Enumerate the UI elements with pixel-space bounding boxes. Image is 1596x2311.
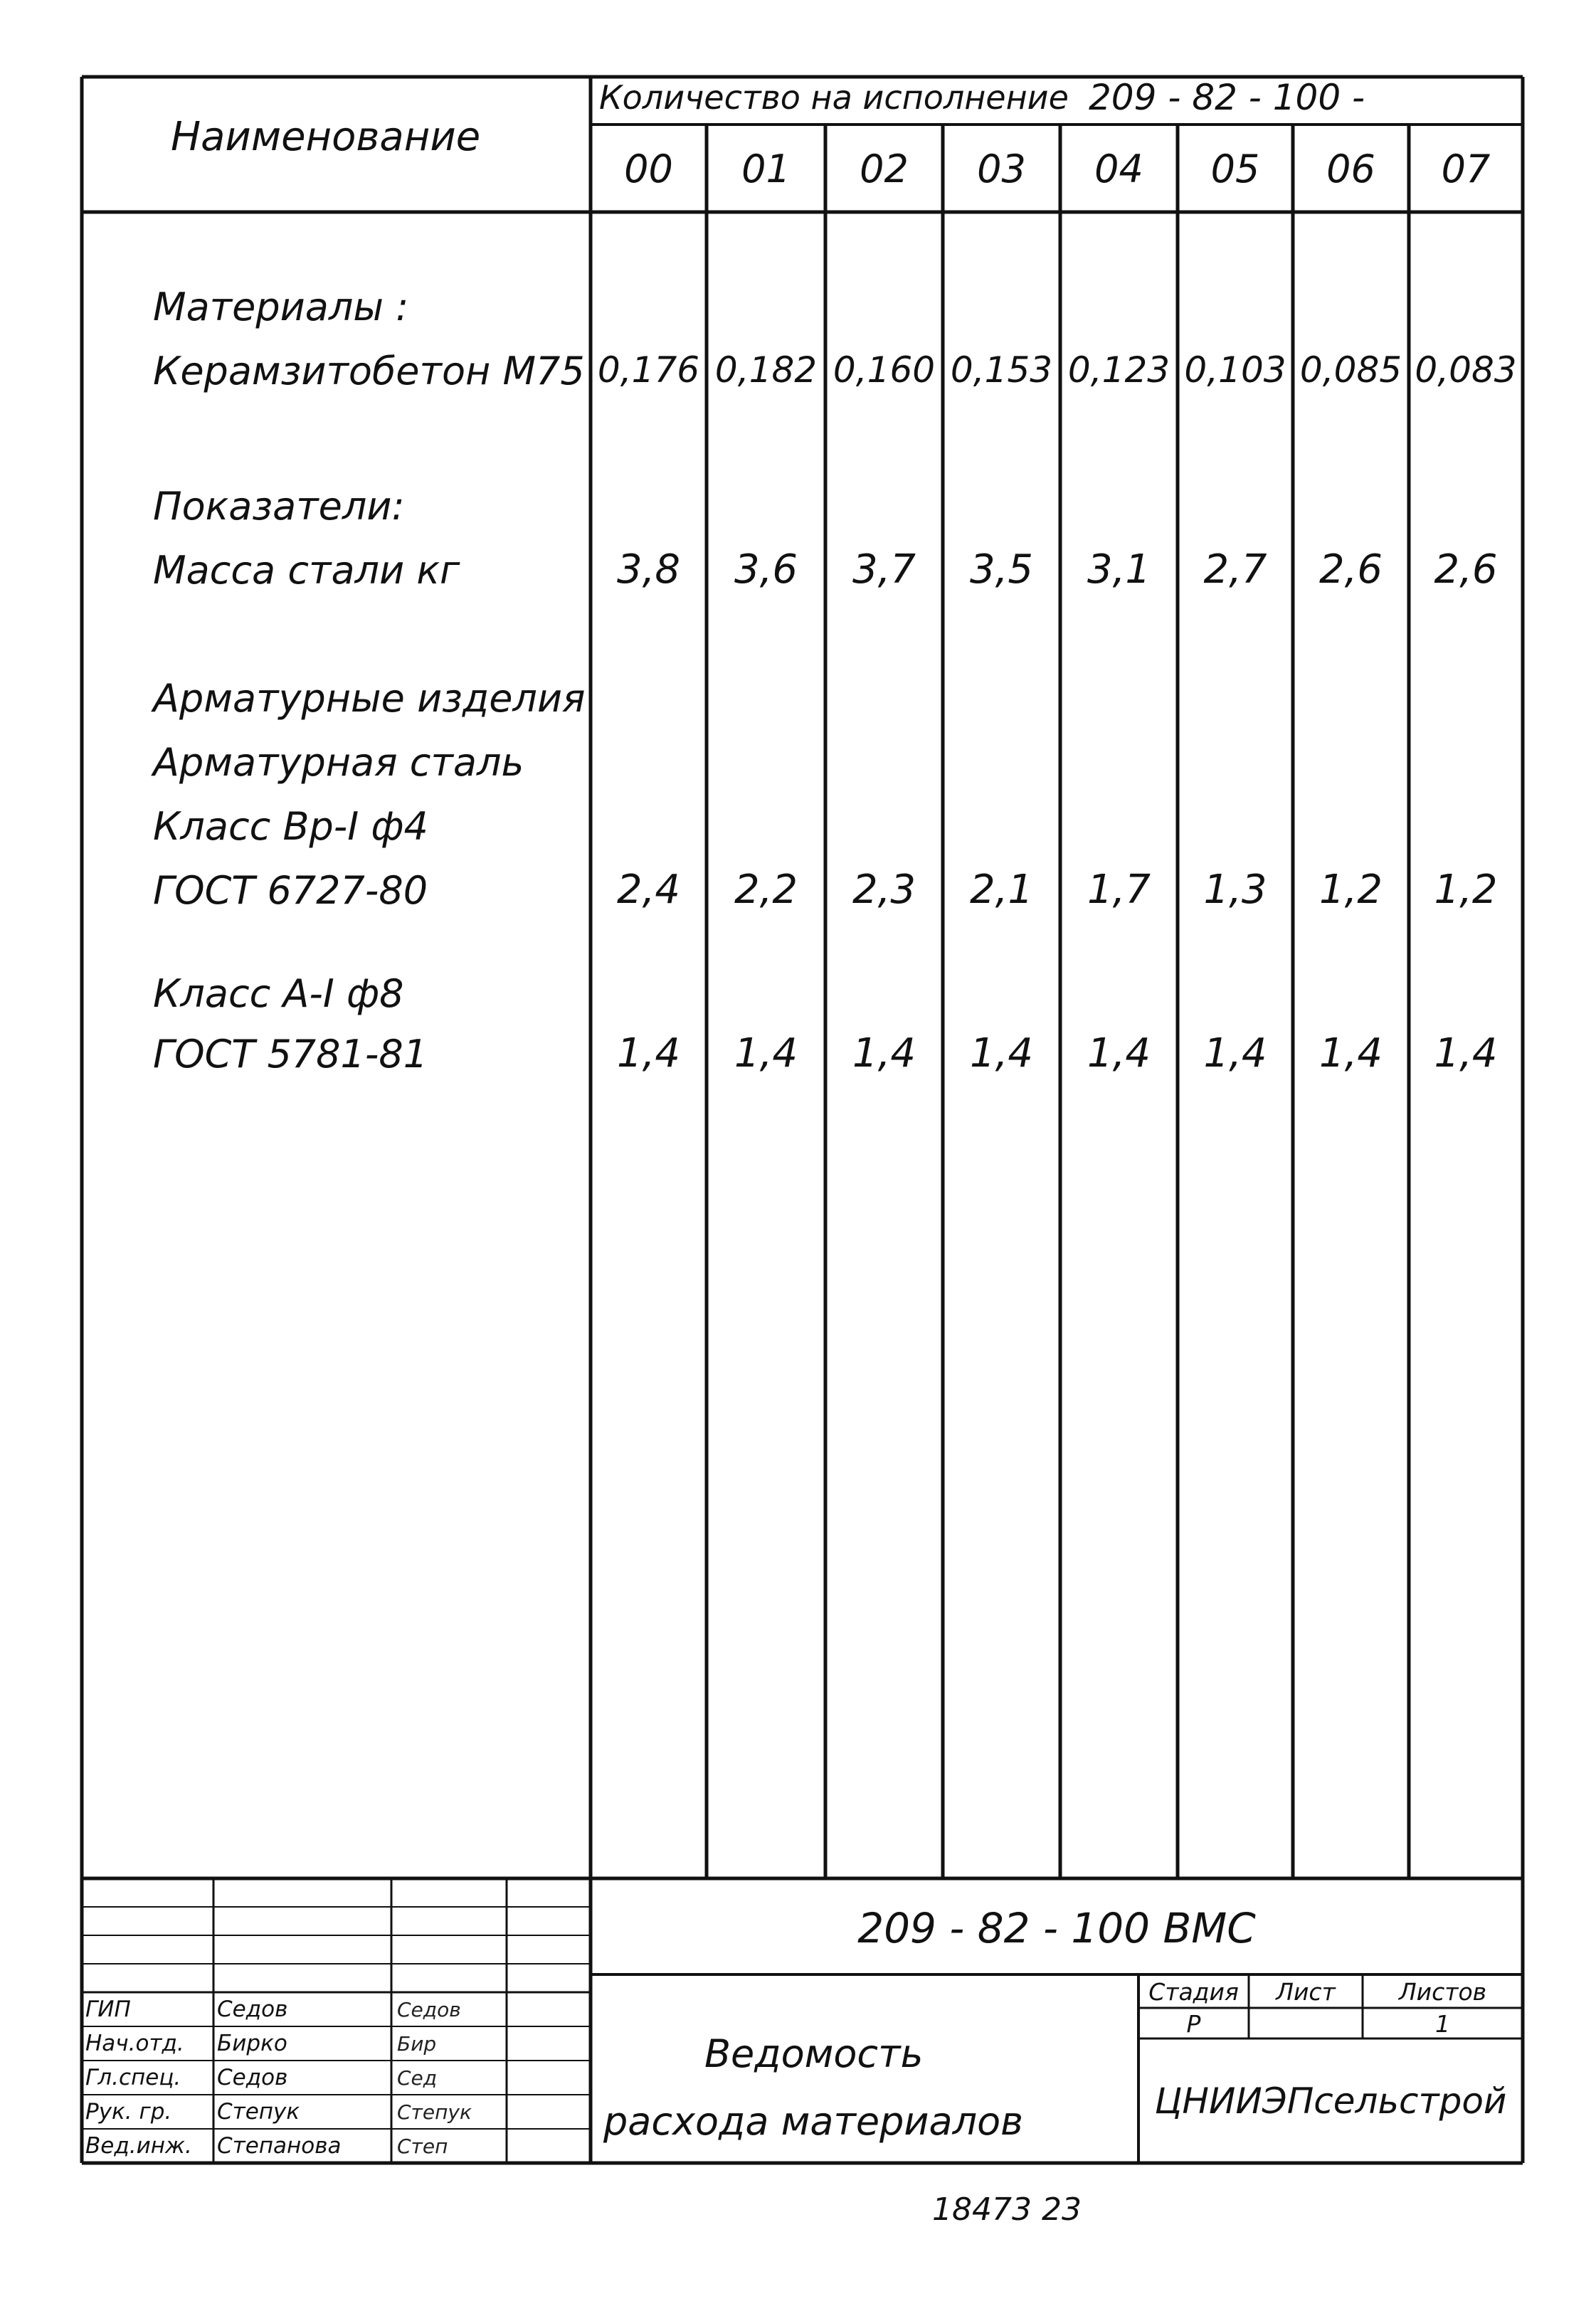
signatory-name: Седов [217, 2065, 288, 2090]
signatory-role: Нач.отд. [85, 2031, 184, 2056]
claydite-value-00: 0,176 [597, 349, 700, 391]
gost-6727-value-02: 2,3 [852, 866, 916, 913]
signature: Бир [397, 2032, 437, 2056]
stage-label: Стадия [1148, 1977, 1239, 2006]
gost-6727-value-01: 2,2 [734, 866, 798, 913]
signatory-name: Степанова [217, 2133, 342, 2159]
organization-name: ЦНИИЭПсельстрой [1154, 2080, 1507, 2122]
gost-5781-value-07: 1,4 [1434, 1030, 1498, 1077]
rebar-products-label: Арматурные изделия [153, 676, 586, 721]
gost-5781-value-01: 1,4 [734, 1030, 798, 1077]
gost-5781-name: ГОСТ 5781-81 [153, 1032, 428, 1077]
claydite-concrete-name: Керамзитобетон М75 [153, 349, 585, 393]
signatory-role: Рук. гр. [85, 2099, 172, 2125]
claydite-value-07: 0,083 [1415, 349, 1517, 391]
signatory-name: Бирко [217, 2031, 287, 2056]
signatory-role: Вед.инж. [85, 2133, 192, 2159]
sheets-value: 1 [1435, 2009, 1450, 2038]
column-header-02: 02 [860, 147, 909, 191]
product-code-header: 209 - 82 - 100 - [1089, 77, 1365, 118]
gost-6727-value-04: 1,7 [1087, 866, 1151, 913]
steel-mass-value-04: 3,1 [1087, 546, 1151, 593]
signature: Сед [397, 2066, 438, 2090]
signature: Степук [397, 2100, 472, 2124]
gost-6727-value-06: 1,2 [1318, 866, 1383, 913]
sheet-label: Лист [1276, 1977, 1336, 2006]
column-header-03: 03 [977, 147, 1026, 191]
document-title-line1: Ведомость [704, 2031, 924, 2076]
claydite-value-06: 0,085 [1299, 349, 1402, 391]
column-header-05: 05 [1210, 147, 1260, 191]
gost-5781-value-03: 1,4 [969, 1030, 1034, 1077]
steel-mass-value-05: 2,7 [1203, 546, 1267, 593]
name-column-header: Наименование [171, 114, 481, 160]
gost-5781-value-05: 1,4 [1203, 1030, 1267, 1077]
gost-6727-value-03: 2,1 [969, 866, 1034, 913]
stage-value: Р [1186, 2009, 1201, 2038]
signatory-role: Гл.спец. [85, 2065, 181, 2090]
steel-mass-value-02: 3,7 [852, 546, 916, 593]
column-header-04: 04 [1094, 147, 1143, 191]
steel-mass-value-07: 2,6 [1434, 546, 1498, 593]
steel-mass-value-06: 2,6 [1318, 546, 1383, 593]
claydite-value-04: 0,123 [1067, 349, 1170, 391]
column-header-00: 00 [624, 147, 673, 191]
signature: Седов [397, 1998, 461, 2021]
signature: Степ [397, 2135, 448, 2158]
steel-mass-name: Масса стали кг [153, 548, 460, 593]
document-title-line2: расхода материалов [603, 2099, 1023, 2144]
claydite-value-02: 0,160 [833, 349, 936, 391]
gost-5781-value-02: 1,4 [852, 1030, 916, 1077]
claydite-value-03: 0,153 [950, 349, 1053, 391]
column-header-01: 01 [741, 147, 791, 191]
gost-5781-value-04: 1,4 [1087, 1030, 1151, 1077]
steel-mass-value-00: 3,8 [616, 546, 681, 593]
class-bp-label: Класс Вр-I ф4 [153, 804, 428, 849]
document-code: 209 - 82 - 100 ВМС [857, 1904, 1256, 1952]
signatory-name: Седов [217, 1997, 288, 2022]
column-header-07: 07 [1441, 147, 1491, 191]
gost-6727-value-07: 1,2 [1434, 866, 1498, 913]
claydite-value-01: 0,182 [714, 349, 818, 391]
signatory-name: Степук [217, 2099, 300, 2125]
rebar-steel-label: Арматурная сталь [153, 740, 524, 785]
steel-mass-value-01: 3,6 [734, 546, 798, 593]
footer-inventory-number: 18473 23 [932, 2191, 1082, 2228]
gost-5781-value-06: 1,4 [1318, 1030, 1383, 1077]
gost-6727-name: ГОСТ 6727-80 [153, 868, 428, 913]
gost-6727-value-00: 2,4 [616, 866, 681, 913]
sheets-label: Листов [1398, 1977, 1487, 2006]
signatory-role: ГИП [85, 1997, 131, 2022]
claydite-value-05: 0,103 [1184, 349, 1286, 391]
column-header-06: 06 [1326, 147, 1375, 191]
steel-mass-value-03: 3,5 [969, 546, 1034, 593]
materials-heading: Материалы : [153, 285, 409, 329]
quantity-header: Количество на исполнение [599, 78, 1069, 117]
gost-5781-value-00: 1,4 [616, 1030, 681, 1077]
gost-6727-value-05: 1,3 [1203, 866, 1267, 913]
class-a-label: Класс А-I ф8 [153, 971, 404, 1016]
indicators-heading: Показатели: [153, 484, 405, 529]
